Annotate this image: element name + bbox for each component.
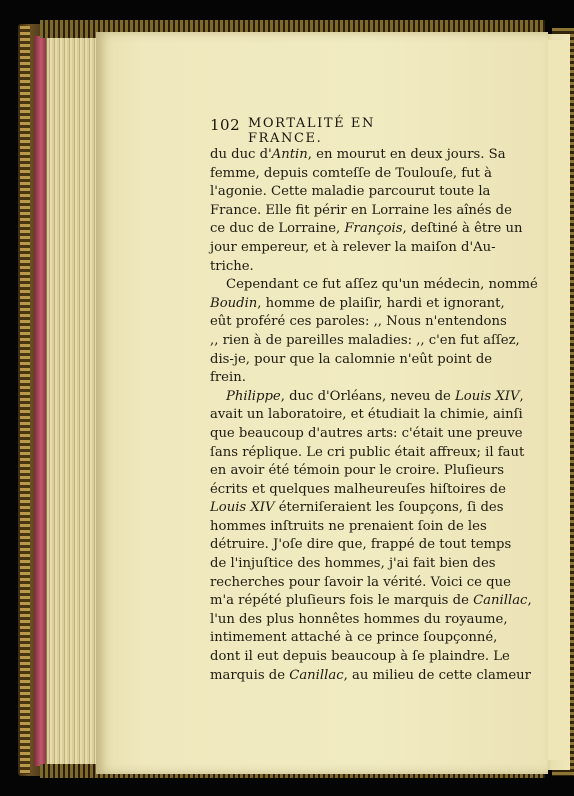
text-run: , duc d'Orléans, neveu de bbox=[280, 388, 456, 404]
page-number: 102 bbox=[210, 116, 241, 134]
text-line bbox=[210, 444, 525, 463]
text-run: , deſtiné à être un bbox=[402, 221, 523, 237]
text-run: dis-je, pour que la calomnie n'eût point de bbox=[210, 351, 493, 367]
text-run: éterniſeraient les ſoupçons, ſi des bbox=[274, 500, 504, 516]
text-run: hommes inſtruits ne prenaient ſoin de les bbox=[210, 518, 487, 534]
text-run: frein. bbox=[210, 370, 246, 386]
italic-text: Boudin bbox=[210, 295, 258, 311]
text-line bbox=[210, 369, 484, 388]
body-text bbox=[210, 146, 538, 683]
text-line bbox=[210, 574, 511, 593]
running-title: MORTALITÉ EN FRANCE. bbox=[248, 116, 376, 146]
text-line bbox=[210, 462, 504, 481]
text-line bbox=[210, 555, 496, 574]
text-line bbox=[210, 183, 491, 202]
text-line bbox=[210, 648, 510, 667]
text-run: triche. bbox=[210, 258, 254, 274]
italic-text: Louis XIV bbox=[455, 388, 520, 404]
text-line bbox=[210, 611, 508, 630]
text-run: France. Elle fit périr en Lorraine les aînés de bbox=[210, 202, 512, 218]
italic-text: Louis XIV bbox=[210, 500, 275, 516]
facing-page-sliver bbox=[546, 40, 570, 760]
text-run: ſans réplique. Le cri public était affreux; il faut bbox=[210, 444, 525, 460]
text-run: eût proféré ces paroles: ,, Nous n'entendons bbox=[210, 314, 507, 330]
text-run: m'a répété pluſieurs fois le marquis de bbox=[210, 593, 474, 609]
text-line bbox=[210, 165, 493, 184]
page-header bbox=[210, 116, 446, 146]
text-line bbox=[210, 295, 505, 314]
text-run: Cependant ce fut aſſez qu'un médecin, nommé bbox=[226, 277, 538, 293]
text-run: écrits et quelques malheureuſes hiſtoires de bbox=[210, 481, 506, 497]
text-run: que beaucoup d'autres arts: c'était une preuve bbox=[210, 425, 523, 441]
text-run: l'agonie. Cette maladie parcourut toute la bbox=[210, 184, 491, 200]
text-line bbox=[210, 499, 504, 518]
text-run: de l'injuſtice des hommes, j'ai fait bien des bbox=[210, 556, 496, 572]
text-run: jour empereur, et à relever la maiſon d'Au- bbox=[210, 239, 496, 255]
text-run: l'un des plus honnêtes hommes du royaume, bbox=[210, 611, 508, 627]
text-run: intimement attaché à ce prince ſoupçonné, bbox=[210, 630, 498, 646]
text-run: du duc d' bbox=[210, 147, 272, 162]
text-run: avait un laboratoire, et étudiait la chimie, ainſi bbox=[210, 407, 523, 423]
italic-text: Canillac bbox=[289, 667, 344, 683]
italic-text: Canillac bbox=[473, 593, 528, 609]
text-line bbox=[210, 406, 523, 425]
text-line bbox=[210, 536, 512, 555]
text-line bbox=[210, 518, 487, 537]
text-run: en avoir été témoin pour le croire. Pluſieurs bbox=[210, 463, 504, 479]
italic-text: Philippe bbox=[226, 388, 281, 404]
text-run: , en mourut en deux jours. Sa bbox=[307, 147, 506, 162]
text-line bbox=[210, 258, 484, 277]
text-line bbox=[210, 146, 506, 165]
text-run: recherches pour ſavoir la vérité. Voici ce que bbox=[210, 574, 511, 590]
text-line bbox=[210, 629, 498, 648]
text-run: femme, depuis comteſſe de Toulouſe, fut à bbox=[210, 165, 493, 181]
text-line bbox=[210, 220, 523, 239]
spine-gilt-edge bbox=[20, 26, 30, 774]
text-run: ce duc de Lorraine, bbox=[210, 221, 345, 237]
text-line bbox=[210, 239, 496, 258]
text-line bbox=[210, 202, 512, 221]
text-run: , bbox=[519, 388, 524, 404]
italic-text: Antin bbox=[271, 147, 308, 162]
text-line bbox=[210, 592, 532, 611]
text-line bbox=[210, 425, 523, 444]
text-run: , bbox=[527, 593, 532, 609]
text-line bbox=[210, 332, 520, 351]
text-line bbox=[210, 313, 507, 332]
italic-text: François bbox=[344, 221, 403, 237]
text-run: , homme de plaiſir, hardi et ignorant, bbox=[257, 295, 505, 311]
text-run: marquis de bbox=[210, 667, 290, 683]
text-line bbox=[210, 351, 493, 370]
text-run: ,, rien à de pareilles maladies: ,, c'en fut aſſez, bbox=[210, 332, 520, 348]
text-line bbox=[210, 276, 538, 295]
text-line bbox=[210, 667, 531, 686]
text-run: , au milieu de cette clameur bbox=[343, 667, 531, 683]
text-line bbox=[210, 388, 524, 407]
text-line bbox=[210, 481, 506, 500]
text-run: détruire. J'oſe dire que, frappé de tout temps bbox=[210, 537, 512, 553]
text-run: dont il eut depuis beaucoup à ſe plaindre. Le bbox=[210, 649, 510, 665]
